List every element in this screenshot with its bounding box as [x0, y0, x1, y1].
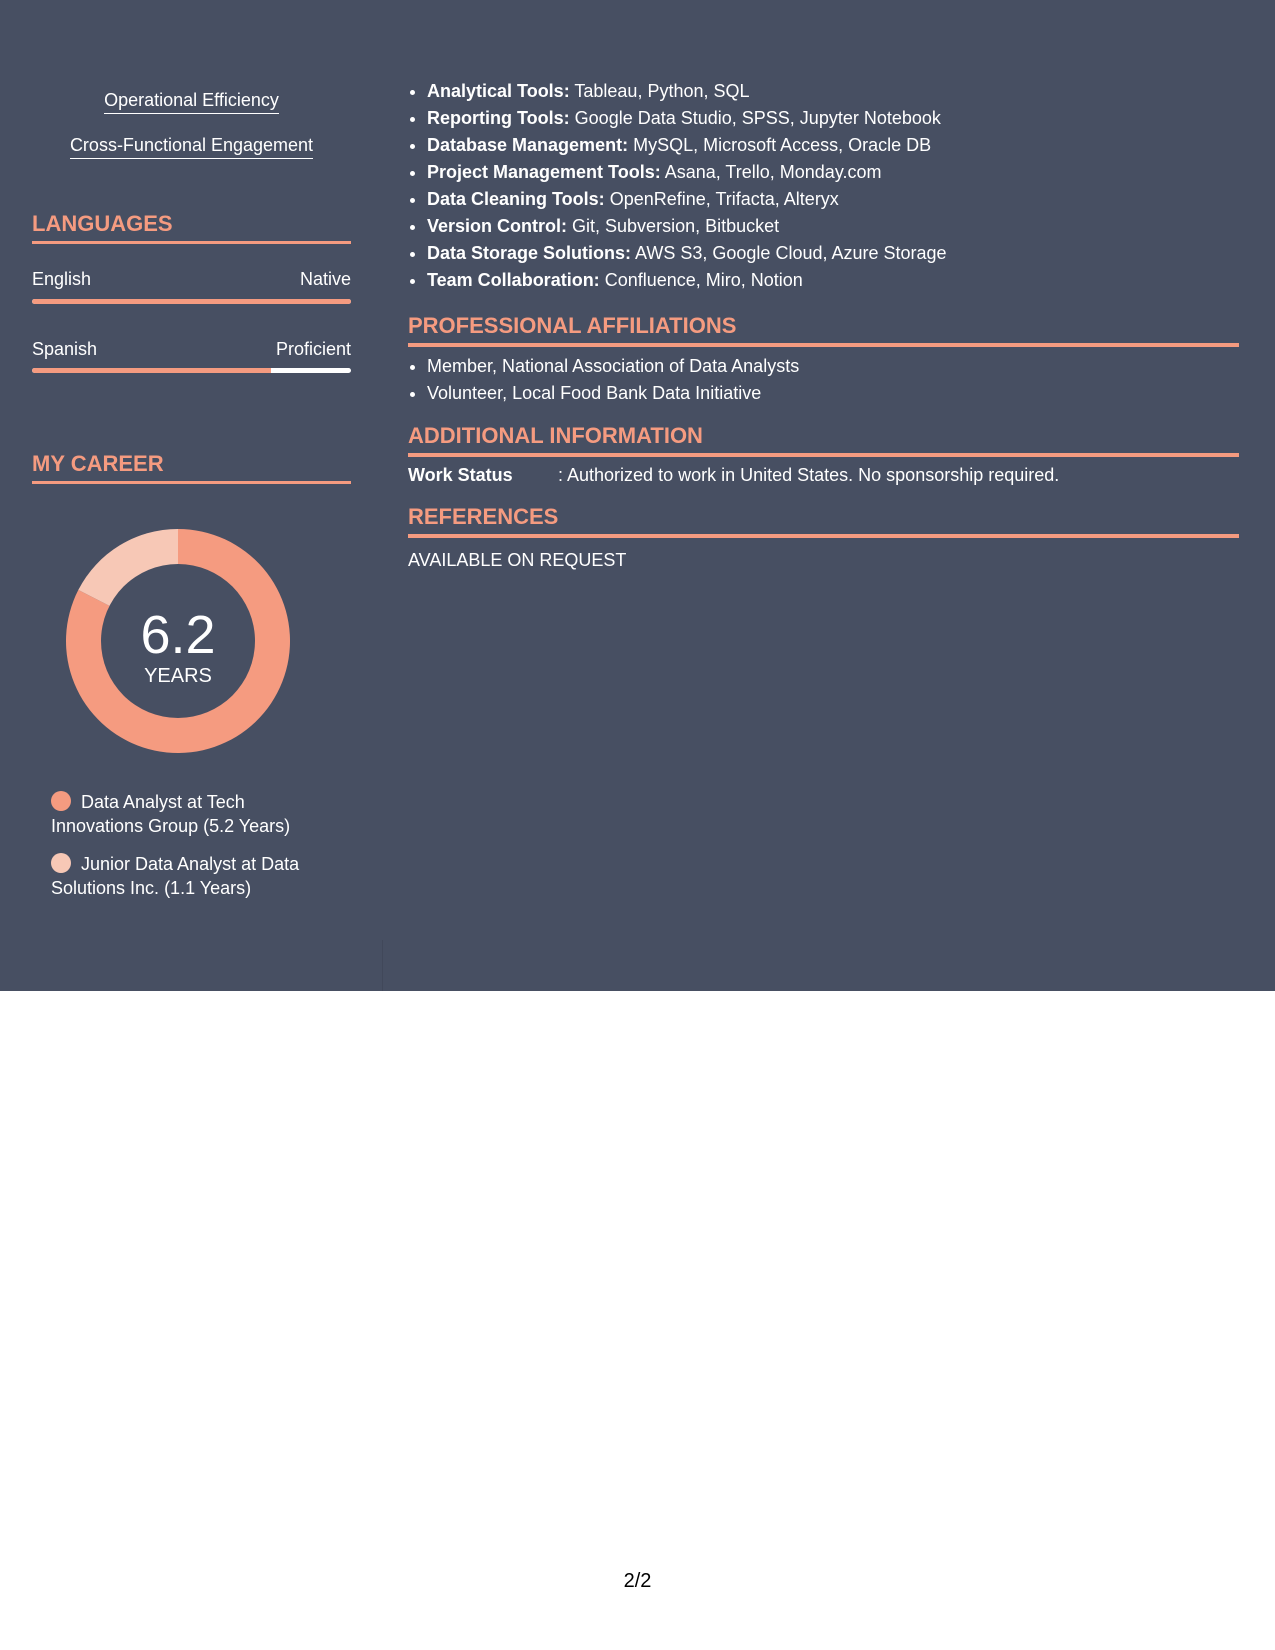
languages-title: LANGUAGES [32, 211, 351, 244]
list-item: • Analytical Tools: Tableau, Python, SQL [427, 78, 947, 105]
list-item: • Reporting Tools: Google Data Studio, SPSS, Jupyter Notebook [427, 105, 947, 132]
language-bar [32, 368, 351, 373]
list-item: • Database Management: MySQL, Microsoft Access, Oracle DB [427, 132, 947, 159]
legend-dot-icon [51, 791, 71, 811]
list-item: • Member, National Association of Data Analysts [427, 353, 799, 380]
list-item: • Project Management Tools: Asana, Trello, Monday.com [427, 159, 947, 186]
language-level: Native [299, 269, 351, 289]
career-total-value: 6.2 [140, 605, 216, 665]
career-title: MY CAREER [32, 451, 351, 484]
list-item: • Volunteer, Local Food Bank Data Initiative [427, 380, 799, 407]
language-level: Proficient [275, 339, 351, 359]
references-text: AVAILABLE ON REQUEST [408, 550, 627, 570]
additional-info-title: ADDITIONAL INFORMATION [408, 423, 1239, 457]
list-item: • Data Cleaning Tools: OpenRefine, Trifacta, Alteryx [427, 186, 947, 213]
affiliations-title: PROFESSIONAL AFFILIATIONS [408, 313, 1239, 347]
language-bar [32, 299, 351, 304]
page-number: 2/2 [623, 1570, 652, 1592]
language-item [32, 268, 351, 290]
tools-list [408, 78, 947, 294]
skill-tag: Cross-Functional Engagement [32, 134, 351, 159]
work-status-value: : Authorized to work in United States. No sponsorship required. [558, 465, 1060, 485]
affiliations-list [408, 353, 799, 407]
list-item: • Data Storage Solutions: AWS S3, Google Cloud, Azure Storage [427, 240, 947, 267]
language-bar-fill [32, 299, 351, 304]
language-name: Spanish [32, 339, 98, 359]
column-divider [382, 940, 383, 991]
work-status [408, 463, 1239, 487]
language-bar-fill [32, 368, 271, 373]
references-title: REFERENCES [408, 504, 1239, 538]
list-item: • Version Control: Git, Subversion, Bitbucket [427, 213, 947, 240]
career-legend-item: Data Analyst at Tech Innovations Group (5.2 Years) [51, 792, 291, 836]
career-legend-item: Junior Data Analyst at Data Solutions Inc. (1.1 Years) [51, 854, 300, 898]
skill-tag: Operational Efficiency [32, 89, 351, 114]
legend-dot-icon [51, 853, 71, 873]
career-total-unit: YEARS [144, 665, 212, 687]
list-item: • Team Collaboration: Confluence, Miro, Notion [427, 267, 947, 294]
language-name: English [32, 269, 92, 289]
language-item [32, 338, 351, 360]
career-donut-chart [66, 529, 290, 753]
work-status-label: Work Status [408, 465, 513, 485]
